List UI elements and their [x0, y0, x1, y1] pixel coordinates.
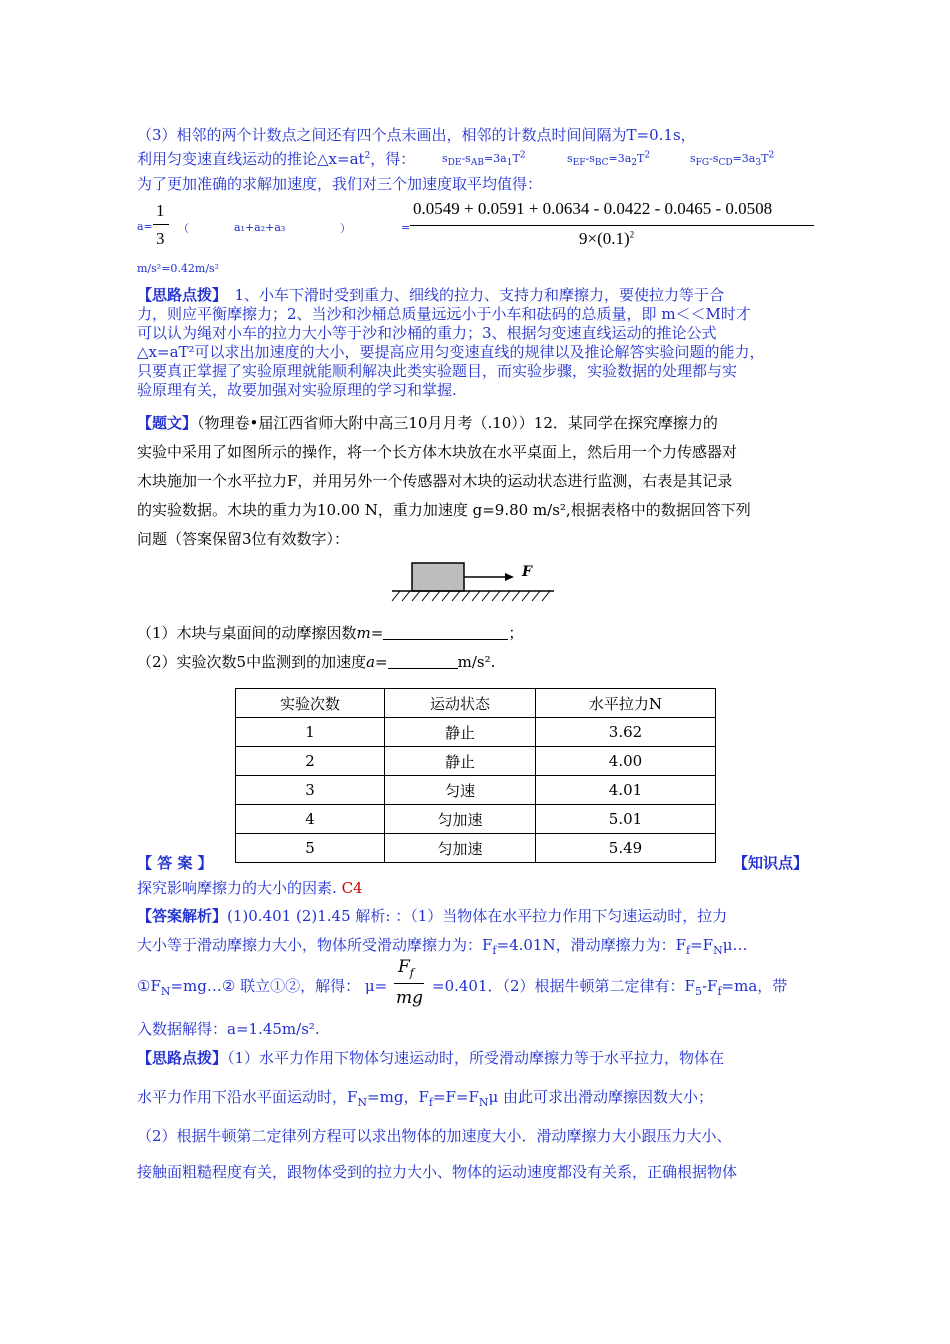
ana2-sub-f: f — [492, 944, 497, 957]
question-line3: 木块施加一个水平拉力F，并用另外一个传感器对木块的运动状态进行监测，右表是其记录 — [137, 472, 733, 490]
one-third-bar — [153, 224, 169, 225]
ana3-c: =0.401．（2）根据牛顿第二定律有：F — [432, 977, 695, 995]
tips1-block — [137, 286, 765, 400]
wooden-block — [412, 563, 464, 591]
part3-line3: 为了更加准确的求解加速度，我们对三个加速度取平均值得： — [137, 175, 543, 193]
eq1-T: T — [512, 152, 520, 165]
cell-state: 匀加速 — [385, 834, 536, 863]
q2-eq: = — [375, 653, 388, 671]
q1-text: （1）木块与桌面间的动摩擦因数 — [137, 624, 357, 642]
frac-num-F: F — [398, 957, 410, 977]
q1-end: ； — [508, 624, 524, 642]
part3-line2 — [137, 148, 415, 169]
tips2-sub-n2: N — [478, 1096, 489, 1109]
answer-blank-1[interactable] — [383, 625, 508, 640]
ana3-d: -F — [701, 977, 718, 995]
analysis-line3a — [137, 975, 387, 996]
eq1-sub2: AB — [470, 158, 484, 169]
tips2-2c: =F=F — [432, 1088, 479, 1106]
cell-force: 4.01 — [536, 776, 716, 805]
tips1-line4: △x=aT²可以求出加速度的大小，要提高应用匀变速直线的规律以及推论解答实验问题的能力， — [137, 343, 765, 361]
cell-trial: 2 — [236, 747, 385, 776]
tips2-sub-f: f — [428, 1096, 433, 1109]
cell-force: 3.62 — [536, 718, 716, 747]
big-fraction-numerator: 0.0549 + 0.0591 + 0.0634 - 0.0422 - 0.0465 - 0.0508 — [413, 199, 773, 218]
surface-hatching — [392, 591, 550, 601]
cell-trial: 4 — [236, 805, 385, 834]
cell-state: 匀加速 — [385, 805, 536, 834]
eq1-s: s — [442, 152, 448, 165]
tips2-text1: （1）水平力作用下物体匀速运动时，所受滑动摩擦力等于水平拉力，物体在 — [227, 1049, 725, 1067]
eq1-rhs: =3a — [483, 152, 507, 165]
denominator-text: 9×(0.1) — [579, 229, 630, 248]
analysis-label: 【答案解析】 — [137, 907, 228, 925]
tips2-line4: 接触面粗糙程度有关，跟物体受到的拉力大小、物体的运动速度都没有关系，正确根据物体 — [137, 1163, 738, 1181]
question-block — [137, 409, 751, 554]
cell-trial: 3 — [236, 776, 385, 805]
ana2-sub-n: N — [713, 944, 723, 957]
cell-state: 匀速 — [385, 776, 536, 805]
tips2-line2 — [137, 1086, 713, 1107]
part3-line2-text-b: ，得： — [370, 150, 416, 168]
eq2-s: s — [567, 152, 573, 165]
q2-text: （2）实验次数5中监测到的加速度 — [137, 653, 367, 671]
tips2-line3: （2）根据牛顿第二定律列方程可以求出物体的加速度大小．滑动摩擦力大小跟压力大小、 — [137, 1127, 732, 1145]
answer-label: 【 答 案 】 — [137, 854, 213, 872]
paren-open: （ — [178, 222, 189, 235]
analysis-line3b — [432, 975, 787, 996]
ana3-e: =ma，带 — [721, 977, 788, 995]
mu-fraction-bar — [394, 983, 424, 984]
ana2-sub-f2: f — [686, 944, 691, 957]
ana2-d: μ… — [722, 936, 748, 954]
arrow-head-icon — [505, 573, 514, 581]
eq2-sub2: BC — [594, 158, 609, 169]
a-symbol: a — [366, 653, 376, 671]
eq3-rhs: =3a — [732, 152, 756, 165]
table-row — [236, 747, 716, 776]
eq3-sub2: CD — [718, 158, 733, 169]
knowledge-point-code: C4 — [341, 879, 363, 897]
denominator-sup: 2 — [629, 229, 635, 240]
ana2-b: =4.01N，滑动摩擦力为：F — [496, 936, 687, 954]
eq2-rhs: =3a — [608, 152, 632, 165]
header-trial: 实验次数 — [236, 689, 385, 718]
mu-fraction-den: mg — [396, 988, 424, 1008]
cell-force: 4.00 — [536, 747, 716, 776]
tips1-line3: 可以认为绳对小车的拉力大小等于沙和沙桶的重力；3、根据匀变速直线运动的推论公式 — [137, 324, 717, 342]
table-row — [236, 834, 716, 863]
tips1-line6: 验原理有关，故要加强对实验原理的学习和掌握. — [137, 381, 457, 399]
cell-state: 静止 — [385, 747, 536, 776]
tips1-line2: 力，则应平衡摩擦力；2、当沙和沙桶总质量远远小于小车和砝码的总质量，即 m＜＜M时才 — [137, 305, 751, 323]
part3-line1: （3）相邻的两个计数点之间还有四个点未画出，相邻的计数点时间间隔为T=0.1s， — [137, 126, 696, 144]
paren-close: ） — [340, 222, 351, 235]
cell-trial: 1 — [236, 718, 385, 747]
subquestion-1 — [137, 622, 523, 643]
cell-state: 静止 — [385, 718, 536, 747]
analysis-line2 — [137, 934, 747, 955]
a-sum: a₁+a₂+a₃ — [234, 221, 286, 234]
knowledge-point — [137, 877, 363, 898]
block-diagram — [390, 558, 560, 606]
table-header-row — [236, 689, 716, 718]
frac-num-sub: f — [409, 966, 414, 980]
equation-1: $s_{DE}-s_{AB}=3a_1T^2$ — [442, 150, 526, 169]
tips2-line1 — [137, 1047, 724, 1068]
a-equals: a= — [137, 220, 153, 233]
knowledge-point-label: 【知识点】 — [733, 854, 809, 872]
header-force: 水平拉力N — [536, 689, 716, 718]
tips1-line5: 只要真正掌握了实验原理就能顺利解决此类实验题目，而实验步骤，实验数据的处理都与实 — [137, 362, 738, 380]
answer-blank-2[interactable] — [388, 654, 458, 669]
knowledge-point-text: 探究影响摩擦力的大小的因素. — [137, 879, 337, 897]
eq1-mid: -s — [461, 152, 471, 165]
equation-2: $s_{EF}-s_{BC}=3a_2T^2$ — [567, 150, 651, 169]
question-label: 【题文】 — [137, 414, 198, 432]
force-label: F — [522, 564, 532, 580]
eq3-s: s — [690, 152, 696, 165]
part3-result: m/s²=0.42m/s² — [137, 262, 220, 275]
equals-sign: = — [401, 221, 411, 234]
mu-fraction-num — [398, 957, 414, 980]
ana3-sub-f: f — [717, 985, 722, 998]
ana3-a: ①F — [137, 977, 161, 995]
eq3-mid: -s — [709, 152, 719, 165]
tips1-line1: 1、小车下滑时受到重力、细线的拉力、支持力和摩擦力，要使拉力等于合 — [219, 286, 725, 304]
table-row — [236, 718, 716, 747]
analysis-line1 — [137, 905, 727, 926]
eq3-T: T — [761, 152, 769, 165]
ana2-a: 大小等于滑动摩擦力大小，物体所受滑动摩擦力为：F — [137, 936, 493, 954]
analysis-line4: 入数据解得：a=1.45m/s². — [137, 1020, 320, 1038]
ana3-b: =mg…② 联立①②，解得： μ= — [170, 977, 388, 995]
one-third-numerator: 1 — [156, 201, 165, 220]
ana2-c: =F — [690, 936, 714, 954]
table-row — [236, 805, 716, 834]
eq1-sub3: 1 — [506, 158, 513, 169]
part3-line2-text: 利用匀变速直线运动的推论△x=at — [137, 150, 365, 168]
big-fraction-denominator — [579, 229, 634, 249]
cell-force: 5.49 — [536, 834, 716, 863]
tips1-label: 【思路点拨】 — [137, 286, 220, 304]
ana3-sub-n: N — [160, 985, 171, 998]
ana3-sub-5: 5 — [694, 985, 702, 998]
table-row — [236, 776, 716, 805]
eq2-sub1: EF — [572, 158, 586, 169]
question-line4: 的实验数据。木块的重力为10.00 N，重力加速度 g=9.80 m/s²,根据表格中的数据回答下列 — [137, 501, 751, 519]
cell-force: 5.01 — [536, 805, 716, 834]
eq2-T: T — [637, 152, 645, 165]
eq1-sub1: DE — [447, 158, 462, 169]
eq2-sub3: 2 — [631, 158, 638, 169]
question-line1: （物理卷•届江西省师大附中高三10月月考（.10））12．某同学在探究摩擦力的 — [197, 414, 718, 432]
eq3-sub3: 3 — [755, 158, 762, 169]
one-third-denominator: 3 — [156, 229, 165, 248]
equation-3: $s_{FG}-s_{CD}=3a_3T^2$ — [690, 150, 775, 169]
eq2-mid: -s — [585, 152, 595, 165]
header-state: 运动状态 — [385, 689, 536, 718]
q1-eq: = — [370, 624, 384, 642]
tips2-sub-n: N — [357, 1096, 368, 1109]
analysis-text1: (1)0.401 (2)1.45 解析: ：（1）当物体在水平拉力作用下匀速运动时，拉力 — [227, 907, 728, 925]
cell-trial: 5 — [236, 834, 385, 863]
big-fraction-bar — [410, 225, 814, 226]
experiment-table — [235, 688, 716, 863]
q2-unit: m/s². — [457, 653, 496, 671]
tips2-label: 【思路点拨】 — [137, 1049, 228, 1067]
question-line2: 实验中采用了如图所示的操作，将一个长方体木块放在水平桌面上，然后用一个力传感器对 — [137, 443, 738, 461]
sup-2: 2 — [364, 151, 371, 161]
tips2-2d: μ 由此可求出滑动摩擦因数大小； — [488, 1088, 714, 1106]
tips2-2a: 水平力作用下沿水平面运动时，F — [137, 1088, 358, 1106]
mu-symbol: m — [356, 624, 371, 642]
subquestion-2 — [137, 651, 495, 672]
eq3-sub1: FG — [695, 158, 710, 169]
tips2-2b: =mg，F — [367, 1088, 429, 1106]
question-line5: 问题（答案保留3位有效数字）： — [137, 530, 350, 548]
